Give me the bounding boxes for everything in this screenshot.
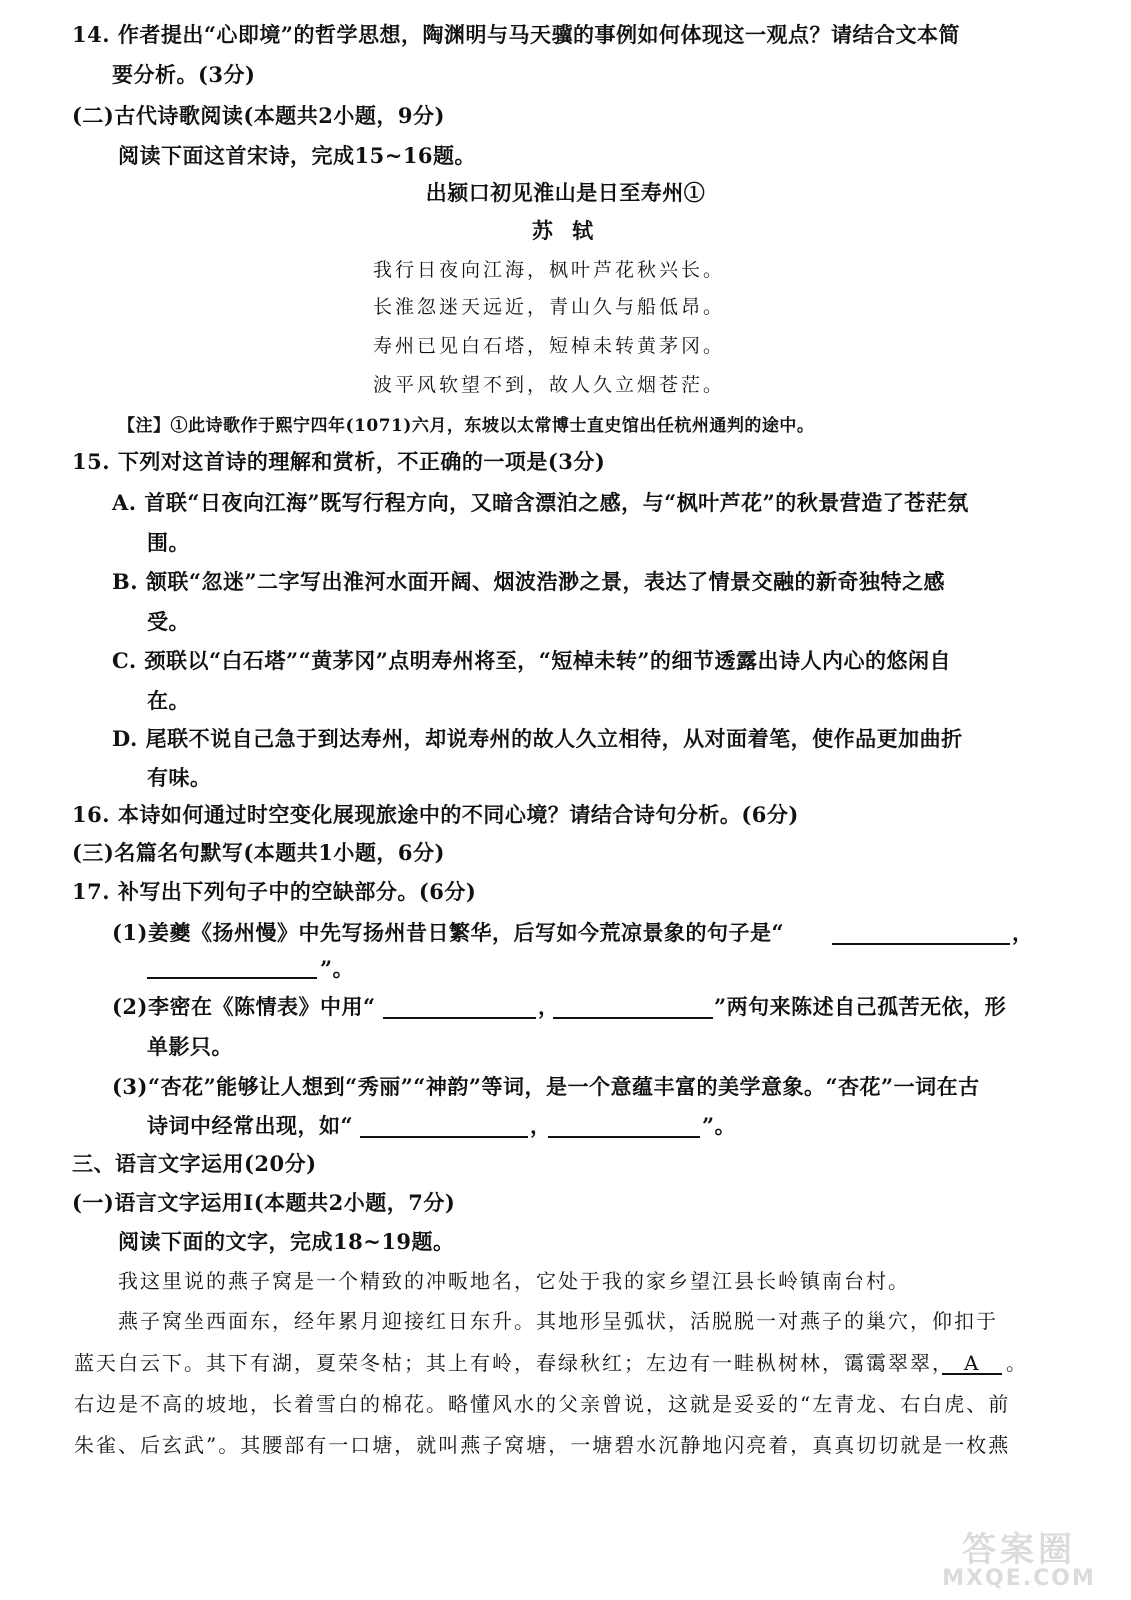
q15-option-b-line1: B. 颔联“忽迷”二字写出淮河水面开阔、烟波浩渺之景，表达了情景交融的新奇独特之感 [112,569,946,594]
poem-note: 【注】①此诗歌作于熙宁四年(1071)六月，东坡以太常博士直史馆出任杭州通判的途中。 [118,416,815,436]
passage-paragraph-2-line3: 右边是不高的坡地，长着雪白的棉花。略懂风水的父亲曾说，这就是妥妥的“左青龙、右白虎、前 [74,1392,1011,1416]
q17-part1-blank-1[interactable] [832,943,1010,945]
q15-option-d-line2: 有味。 [147,765,212,790]
q17-part2-blank-2[interactable] [553,1017,713,1019]
q17-part3-blank-1[interactable] [360,1136,528,1138]
q14-line2: 要分析。(3分) [112,62,256,87]
poem-line-1: 我行日夜向江海，枫叶芦花秋兴长。 [373,259,726,281]
q17-part3-comma: ， [530,1113,552,1138]
q17-part2-line2: 单影只。 [147,1034,233,1059]
passage-paragraph-2-line2: 蓝天白云下。其下有湖，夏荣冬枯；其上有岭，春绿秋红；左边有一畦枞树林，霭霭翠翠， [74,1351,954,1375]
q17-part3-end: ”。 [702,1113,737,1138]
q15-option-b-line2: 受。 [147,609,190,634]
section-poetry-instruction: 阅读下面这首宋诗，完成15~16题。 [118,143,477,168]
q14-line1: 14. 作者提出“心即境”的哲学思想，陶渊明与马天骥的事例如何体现这一观点？请结合文本简 [72,22,961,47]
poem-line-3: 寿州已见白石塔，短棹未转黄茅冈。 [373,335,726,357]
section-poetry-heading: (二)古代诗歌阅读(本题共2小题，9分) [72,103,445,128]
q15-option-c-line2: 在。 [147,688,190,713]
q17-part2-comma: ， [538,994,560,1019]
q17-part2-start: (2)李密在《陈情表》中用“ [112,994,376,1019]
watermark-bottom-text: MXQE.COM [942,1566,1096,1591]
passage-paragraph-2-line1: 燕子窝坐西面东，经年累月迎接红日东升。其地形呈弧状，活脱脱一对燕子的巢穴，仰扣于 [118,1309,998,1333]
q15-option-c-line1: C. 颈联以“白石塔”“黄茅冈”点明寿州将至，“短棹未转”的细节透露出诗人内心的悠闲自 [112,648,951,673]
poem-author: 苏 轼 [531,218,600,243]
q15-option-a-line2: 围。 [147,530,190,555]
poem-line-4: 波平风软望不到，故人久立烟苍茫。 [373,374,726,396]
q17-part2-end: ”两句来陈述自己孤苦无依，形 [714,994,1007,1019]
q16-stem: 16. 本诗如何通过时空变化展现旅途中的不同心境？请结合诗句分析。(6分) [72,802,799,827]
q17-part1-text: (1)姜夔《扬州慢》中先写扬州昔日繁华，后写如今荒凉景象的句子是“ [112,920,785,945]
q17-part3-start: 诗词中经常出现，如“ [147,1113,354,1138]
q15-option-a-line1: A. 首联“日夜向江海”既写行程方向，又暗含漂泊之感，与“枫叶芦花”的秋景营造了苍茫氛 [112,490,969,515]
q17-part3-blank-2[interactable] [548,1136,700,1138]
q17-part1-blank-2[interactable] [147,977,317,979]
q17-part2-blank-1[interactable] [383,1017,536,1019]
passage-paragraph-2-line2-end: 。 [1006,1351,1028,1375]
site-watermark [929,1522,1109,1592]
poem-title: 出颍口初见淮山是日至寿州① [425,180,706,205]
q15-stem: 15. 下列对这首诗的理解和赏析，不正确的一项是(3分) [72,449,606,474]
passage-paragraph-1: 我这里说的燕子窝是一个精致的冲畈地名，它处于我的家乡望江县长岭镇南台村。 [118,1269,910,1293]
section-language-heading: 三、语言文字运用(20分) [72,1151,317,1176]
q17-part3-line1: (3)“杏花”能够让人想到“秀丽”“神韵”等词，是一个意蕴丰富的美学意象。“杏花”一词在古 [112,1074,980,1099]
poem-line-2: 长淮忽迷天远近，青山久与船低昂。 [373,296,726,318]
q15-option-d-line1: D. 尾联不说自己急于到达寿州，却说寿州的故人久立相待，从对面着笔，使作品更加曲折 [112,726,963,751]
section-language-sub-heading: (一)语言文字运用Ⅰ(本题共2小题，7分) [72,1190,456,1215]
q17-part1-comma: ， [1012,920,1034,945]
q17-stem: 17. 补写出下列句子中的空缺部分。(6分) [72,879,477,904]
passage-paragraph-2-line4: 朱雀、后玄武”。其腰部有一口塘，就叫燕子窝塘，一塘碧水沉静地闪亮着，真真切切就是一枚燕 [74,1433,1011,1457]
section-language-instruction: 阅读下面的文字，完成18~19题。 [118,1229,455,1254]
q17-part1-end: ”。 [320,956,355,981]
section-dictation-heading: (三)名篇名句默写(本题共1小题，6分) [72,840,445,865]
watermark-top-text: 答案圈 [962,1530,1076,1570]
passage-blank-a-label: A [964,1351,981,1375]
